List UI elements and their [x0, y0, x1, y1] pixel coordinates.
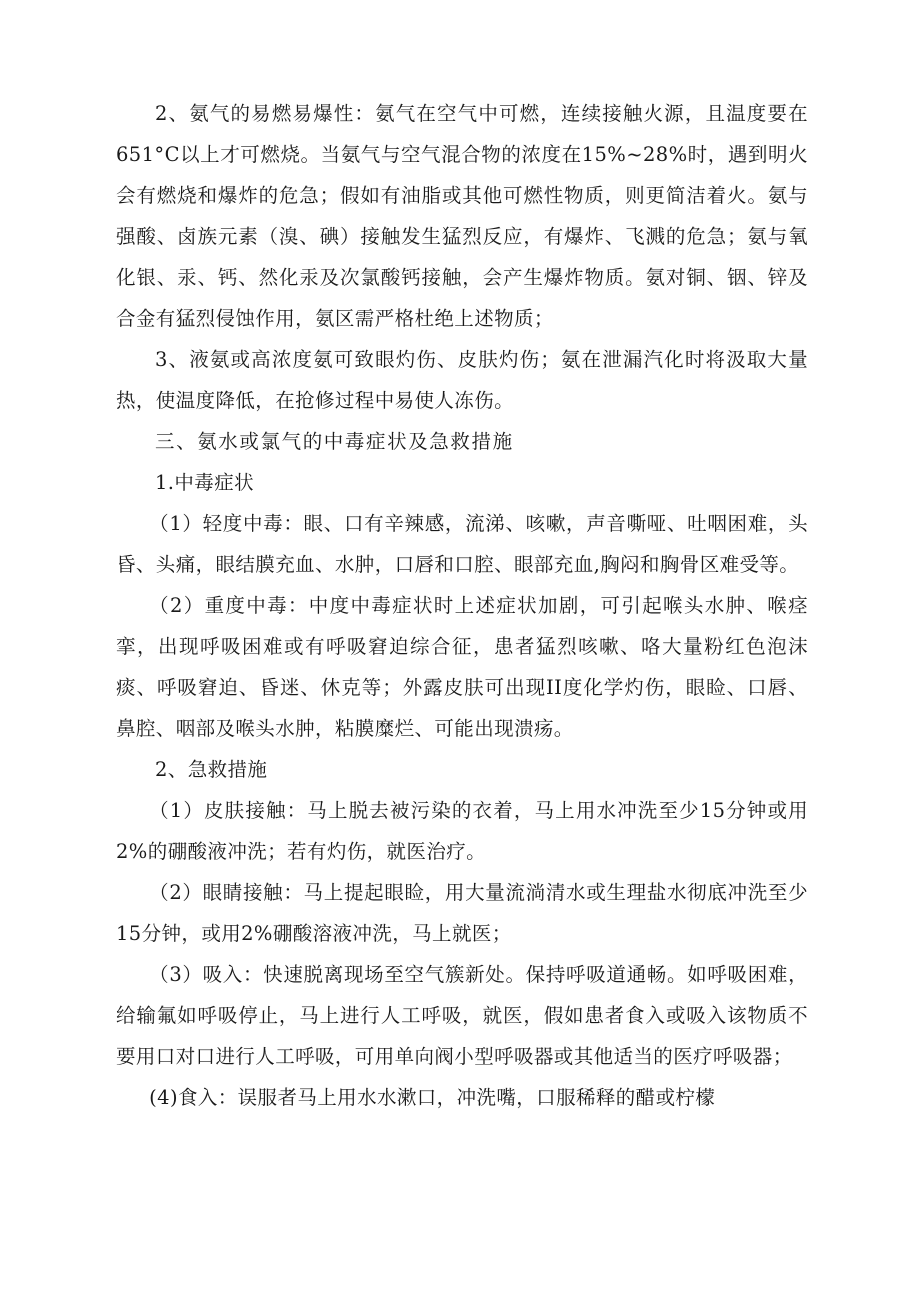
- paragraph-burns: 3、液氨或高浓度氨可致眼灼伤、皮肤灼伤；氨在泄漏汽化时将汲取大量热，使温度降低，在抢修过程中易使人冻伤。: [116, 348, 808, 412]
- first-aid-eye: （2）眼睛接触：马上提起眼睑，用大量流淌清水或生理盐水彻底冲洗至少15分钟，或用2%硼酸溶液冲洗，马上就医；: [116, 881, 808, 945]
- section-heading: 三、氨水或氯气的中毒症状及急救措施: [155, 430, 514, 453]
- first-aid-inhalation: （3）吸入：快速脱离现场至空气簇新处。保持呼吸道通畅。如呼吸困难，给输氟如呼吸停止，马上进行人工呼吸，就医，假如患者食入或吸入该物质不要用口对口进行人工呼吸，可用单向阀小型呼吸器或其他适当的医疗呼吸器；: [116, 963, 808, 1068]
- document-body: [116, 93, 808, 1118]
- first-aid-heading: 2、急救措施: [155, 758, 268, 781]
- first-aid-skin: （1）皮肤接触：马上脱去被污染的衣着，马上用水冲洗至少15分钟或用2%的硼酸液冲洗；若有灼伤，就医治疗。: [116, 799, 808, 863]
- symptom-mild: （1）轻度中毒：眼、口有辛辣感，流涕、咳嗽，声音嘶哑、吐咽困难，头昏、头痛，眼结膜充血、水肿，口唇和口腔、眼部充血,胸闷和胸骨区难受等。: [116, 512, 808, 576]
- symptom-severe: （2）重度中毒：中度中毒症状时上述症状加剧，可引起喉头水肿、喉痉挛，出现呼吸困难或有呼吸窘迫综合征，患者猛烈咳嗽、咯大量粉红色泡沫痰、呼吸窘迫、昏迷、休克等；外露皮肤可出现II度化学灼伤，眼睑、口唇、鼻腔、咽部及喉头水肿，粘膜糜烂、可能出现溃疡。: [116, 594, 808, 740]
- paragraph-flammability: 2、氨气的易燃易爆性：氨气在空气中可燃，连续接触火源，且温度要在651°C以上才可燃烧。当氨气与空气混合物的浓度在15%~28%时，遇到明火会有燃烧和爆炸的危急；假如有油脂或其他可燃性物质，则更简洁着火。氨与强酸、卤族元素（溴、碘）接触发生猛烈反应，有爆炸、飞溅的危急；氨与氧化银、汞、钙、然化汞及次氯酸钙接触，会产生爆炸物质。氨对铜、铟、锌及合金有猛烈侵蚀作用，氨区需严格杜绝上述物质；: [116, 102, 808, 330]
- first-aid-ingestion: (4)食入：误服者马上用水水漱口，冲洗嘴，口服稀释的醋或柠檬: [149, 1086, 716, 1109]
- symptoms-heading: 1.中毒症状: [155, 471, 255, 494]
